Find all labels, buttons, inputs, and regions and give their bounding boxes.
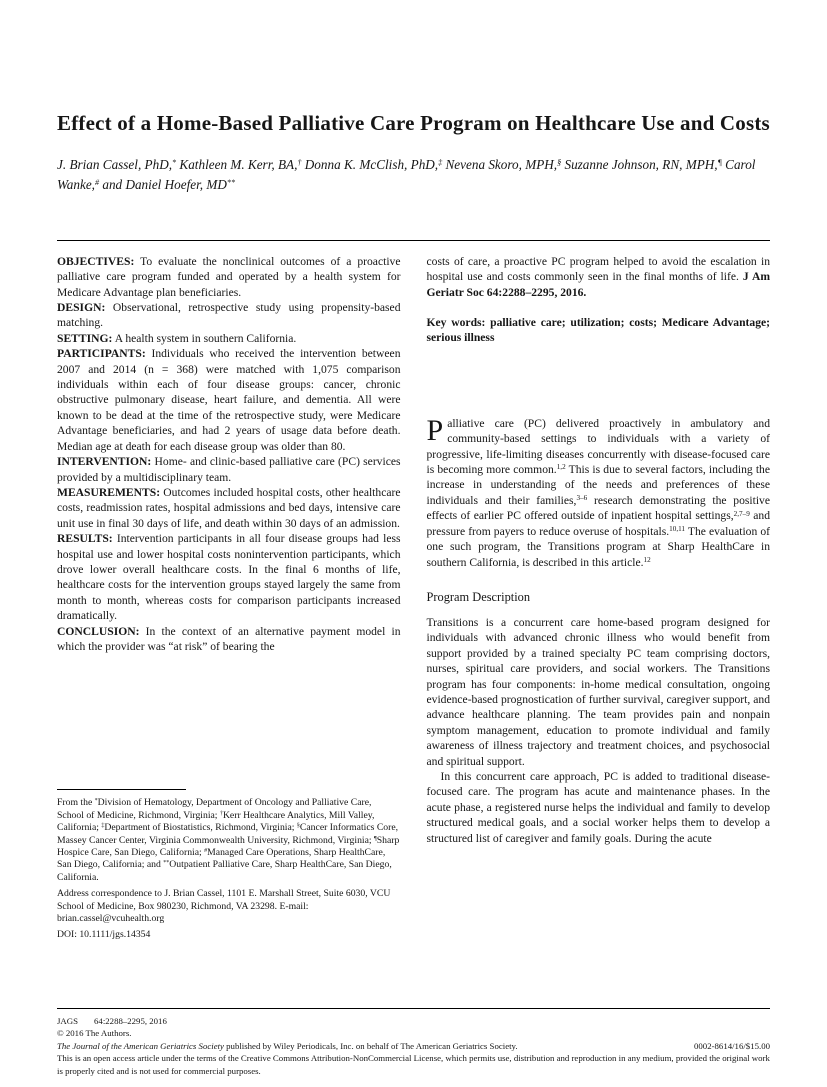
abstract-text: Intervention participants in all four disease groups had less hospital use and lower hospital costs nonintervention participants, which drove lower overall healthcare costs. In the final 6 months of life, healthcare costs for the intervention groups stayed largely the same from month to month, whereas costs for comparison participants increased dramatically. — [57, 532, 401, 623]
drop-cap: P — [426, 413, 444, 447]
footer-divider-rule — [57, 1008, 770, 1009]
abstract-text: Observational, retrospective study using propensity-based matching. — [57, 301, 401, 330]
page-footer — [57, 1008, 770, 1077]
body-paragraph: In this concurrent care approach, PC is added to traditional disease-focused care. The program has acute and maintenance phases. In the acute phase, a registered nurse helps the individual and family to develop structured medical goals, and a social worker helps them to develop a structured list of caregiver and family goals. During the acute — [426, 769, 770, 845]
abstract-section-objectives — [57, 254, 401, 300]
footnote-block — [57, 789, 401, 945]
abstract-label: INTERVENTION: — [57, 455, 152, 469]
abstract-section-measurements — [57, 485, 401, 531]
abstract-section-setting — [57, 331, 401, 346]
abstract-label: SETTING: — [57, 331, 113, 345]
right-column — [427, 254, 771, 946]
footer-citation-line — [57, 1015, 770, 1027]
journal-abbrev: JAGS — [57, 1016, 79, 1026]
footer-issue: 64:2288–2295, 2016 — [94, 1016, 167, 1026]
footer-publisher-text — [57, 1040, 518, 1052]
left-column — [57, 254, 401, 946]
correspondence-note: Address correspondence to J. Brian Cassel, 1101 E. Marshall Street, Suite 6030, VCU School of Medicine, Box 980230, Richmond, VA 23298. E-mail: brian.cassel@vcuhealth.org — [57, 888, 391, 925]
abstract-block — [57, 254, 401, 655]
abstract-text: To evaluate the nonclinical outcomes of a proactive palliative care program funded and operated by a health system for Medicare Advantage plan beneficiaries. — [57, 254, 401, 299]
publisher-text: published by Wiley Periodicals, Inc. on behalf of The American Geriatrics Society. — [226, 1040, 518, 1051]
abstract-label: RESULTS: — [57, 532, 113, 546]
abstract-text: A health system in southern California. — [114, 331, 297, 345]
journal-citation: J Am Geriatr Soc 64:2288–2295, 2016. — [426, 270, 771, 299]
abstract-label: CONCLUSION: — [57, 624, 140, 638]
section-heading-program-description: Program Description — [426, 589, 531, 604]
abstract-divider-rule — [57, 240, 770, 241]
abstract-label: MEASUREMENTS: — [57, 485, 161, 499]
abstract-section-intervention — [57, 454, 401, 485]
intro-text: alliative care (PC) delivered proactively in ambulatory and community-based settings to individuals with a variety of progressive, life-limiting diseases concurrently with disease-focused care is becoming more common.$^{1,2}$ This is due to several factors, including the increase in understanding of the needs and preferences of these individuals and their families,$^{3-6}$ research demonstrating the positive effects of earlier PC offered outside of inpatient hospital settings,$^{2,7-9}$ and pressure from payers to reduce overuse of hospitals.$^{10,11}$ The evaluation of one such program, the Transitions program at Sharp HealthCare in southern California, is described in this article.$^{12}$ — [426, 416, 771, 569]
author-list: J. Brian Cassel, PhD,* Kathleen M. Kerr, BA,† Donna K. McClish, PhD,‡ Nevena Skoro, MPH,§ Suzanne Johnson, RN, MPH,¶ Carol Wanke,# and Daniel Hoefer, MD** — [57, 156, 756, 193]
two-column-body — [57, 254, 770, 946]
body-paragraph: Transitions is a concurrent care home-based program designed for individuals with advanced chronic illness who would benefit from support provided by a trained specialty PC team comprising doctors, nurses, spiritual care providers, and social workers. The Transitions program has four components: in-home medical consultation, ongoing evidence-based prognostication of further survival, caregiver support, and advance healthcare planning. The team provides pain and nonpain symptom management, education to promote individual and family awareness of illness trajectory and treatment choices, and psychosocial and spiritual support. — [426, 615, 770, 768]
abstract-section-conclusion — [57, 624, 401, 655]
footer-license-line: This is an open access article under the terms of the Creative Commons Attribution-NonCommercial License, which permits use, distribution and reproduction in any medium, provided the original work is properly cited and is not used for commercial purposes. — [57, 1053, 770, 1076]
abstract-text: Individuals who received the intervention between 2007 and 2014 (n = 368) were matched with 1,075 comparison individuals within each of four disease groups: cancer, chronic obstructive pulmonary disease, heart failure, and dementia. All were known to be dead at the time of the retrospective study, were Medicare Advantage beneficiaries, and had 2 years of usage data before death. Median age at death for each disease group was older than 80. — [57, 347, 401, 453]
doi-note: DOI: 10.1111/jgs.14354 — [57, 929, 151, 941]
intro-paragraph — [426, 413, 771, 570]
keywords-line: Key words: palliative care; utilization; costs; Medicare Advantage; serious illness — [426, 316, 770, 345]
abstract-text: Outcomes included hospital costs, other healthcare costs, readmission rates, hospital admissions and bed days, intensive care unit use in final 30 days of life, and death within 30 days of an admission. — [57, 485, 401, 530]
article-title: Effect of a Home-Based Palliative Care Program on Healthcare Use and Costs — [57, 111, 770, 135]
footer-copyright-line: © 2016 The Authors. — [57, 1028, 132, 1039]
footer-publisher-line — [57, 1040, 770, 1052]
abstract-label: PARTICIPANTS: — [57, 347, 146, 361]
footnote-divider-rule — [57, 789, 186, 790]
abstract-section-results — [57, 531, 401, 623]
abstract-label: OBJECTIVES: — [57, 254, 135, 268]
affiliations-note: From the *Division of Hematology, Department of Oncology and Palliative Care, School of Medicine, Richmond, Virginia; †Kerr Healthcare Analytics, Mill Valley, California; ‡Department of Biostatistics, Richmond, Virginia; §Cancer Informatics Core, Massey Cancer Center, Virginia Commonwealth University, Richmond, Virginia; ¶Sharp Hospice Care, San Diego, California; #Managed Care Operations, Sharp HealthCare, San Diego, California; and **Outpatient Palliative Care, Sharp HealthCare, San Diego, California. — [57, 797, 400, 883]
abstract-section-design — [57, 300, 401, 331]
abstract-continuation-text: costs of care, a proactive PC program helped to avoid the escalation in hospital use and costs commonly seen in the final months of life. — [426, 254, 770, 284]
abstract-text: In the context of an alternative payment model in which the provider was “at risk” of bearing the — [57, 624, 401, 653]
abstract-continuation — [427, 254, 771, 300]
abstract-section-participants — [57, 346, 401, 454]
footer-price-code: 0002-8614/16/$15.00 — [694, 1040, 770, 1051]
abstract-label: DESIGN: — [57, 301, 106, 315]
journal-title: The Journal of the American Geriatrics Society — [57, 1040, 224, 1051]
abstract-text: Home- and clinic-based palliative care (PC) services provided by a multidisciplinary team. — [57, 455, 401, 484]
